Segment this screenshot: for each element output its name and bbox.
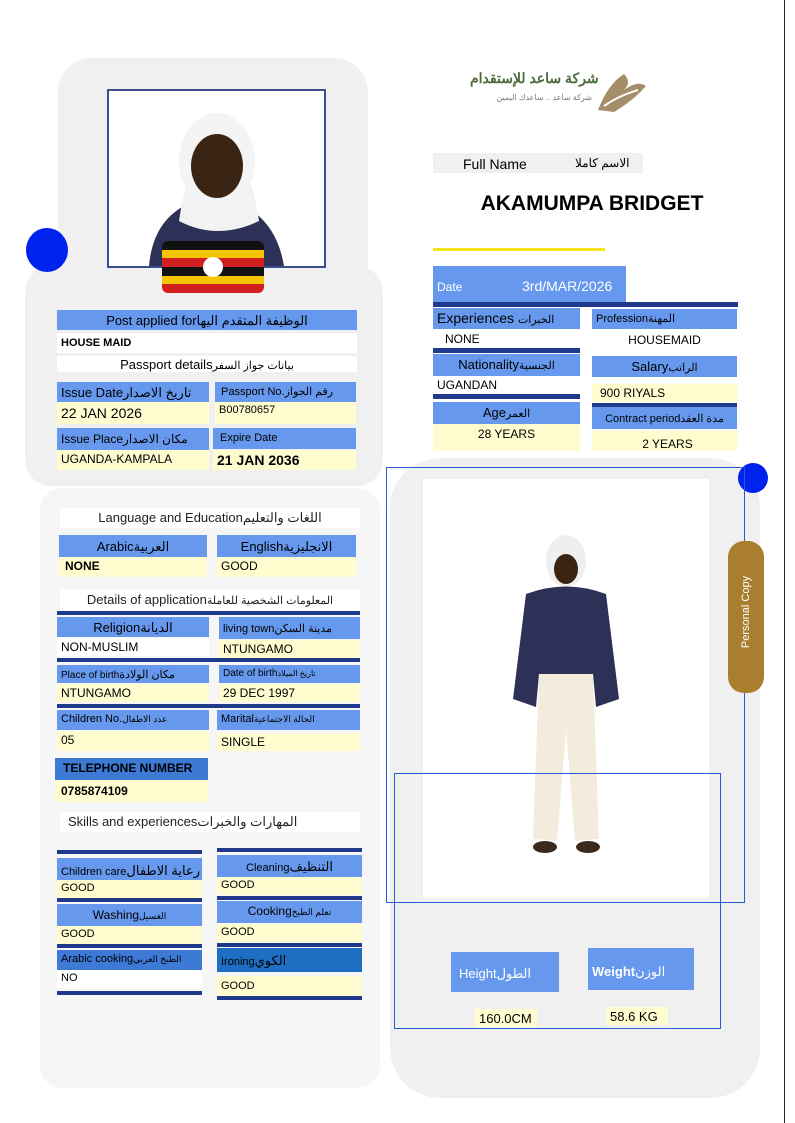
english-value: GOOD <box>217 557 356 577</box>
passport-no-value: B00780657 <box>215 402 356 424</box>
full-name-label-en: Full Name <box>463 156 527 172</box>
post-value: HOUSE MAID <box>57 333 357 353</box>
ironing-value: GOOD <box>217 976 362 996</box>
experiences-divider <box>433 348 580 353</box>
issue-place-label: Issue Placeمكان الاصدار <box>57 428 209 450</box>
language-title: Language and Educationاللغات والتعليم <box>60 508 360 528</box>
skills-divider-3b <box>217 943 362 947</box>
date-label: Date <box>433 266 518 302</box>
personal-copy-tab <box>728 541 764 693</box>
children-care-value: GOOD <box>57 880 202 898</box>
full-name-label-ar: الاسم كاملا <box>575 156 630 170</box>
religion-value: NON-MUSLIM <box>57 638 209 656</box>
telephone-value: 0785874109 <box>55 780 208 802</box>
arabic-cooking-value: NO <box>57 970 202 988</box>
date-value: 3rd/MAR/2026 <box>518 266 626 302</box>
english-label: Englishالانجليزية <box>217 535 356 557</box>
weight-value: 58.6 KG <box>606 1007 668 1025</box>
experiences-label: Experiences الخبرات <box>433 308 580 329</box>
passport-no-label: Passport No.رقم الجواز <box>215 382 356 402</box>
expire-date-label: Expire Date <box>213 428 356 449</box>
washing-label: Washingالغسيل <box>57 904 202 926</box>
birth-divider <box>57 658 360 662</box>
religion-label: Religionالديانة <box>57 617 209 637</box>
ironing-label: Ironingالكوي <box>217 948 362 972</box>
skills-divider-2 <box>57 898 202 902</box>
issue-date-label: Issue Dateتاريخ الاصدار <box>57 382 209 402</box>
nationality-label: Nationalityالجنسية <box>433 354 580 376</box>
height-value: 160.0CM <box>475 1009 537 1027</box>
expire-date-value: 21 JAN 2036 <box>213 450 356 470</box>
children-divider <box>57 704 360 708</box>
salary-label: Salaryالراتب <box>592 356 737 377</box>
nationality-value: UGANDAN <box>433 376 580 394</box>
washing-value: GOOD <box>57 926 202 944</box>
uganda-flag <box>162 241 264 293</box>
arabic-cooking-label: Arabic cookingالطبخ العربي <box>57 950 202 970</box>
age-label: Ageالعمر <box>433 402 580 424</box>
skills-divider-1b <box>217 848 362 852</box>
telephone-label: TELEPHONE NUMBER <box>55 758 208 780</box>
age-value: 28 YEARS <box>433 424 580 451</box>
living-town-label: living townمدينة السكن <box>219 617 360 639</box>
place-of-birth-label: Place of birthمكان الولادة <box>57 665 209 683</box>
skills-divider-3 <box>57 944 202 948</box>
company-name: شركة ساعد للإستقدام <box>470 70 599 86</box>
cooking-label: Cookingتعلم الطبخ <box>217 901 362 923</box>
contract-value: 2 YEARS <box>592 431 737 451</box>
experiences-value: NONE <box>433 330 580 348</box>
date-of-birth-label: Date of birthتاريخ الميلاد <box>219 665 360 683</box>
cleaning-label: Cleaningالتنظيف <box>217 855 362 877</box>
children-label: Children No.عدد الاطفال <box>57 710 209 730</box>
post-label: Post applied forالوظيفة المتقدم اليها <box>57 310 357 330</box>
issue-date-value: 22 JAN 2026 <box>57 402 209 424</box>
right-edge-line <box>784 0 785 1123</box>
profession-label: Professionالمهنة <box>592 309 737 329</box>
marital-value: SINGLE <box>217 733 360 751</box>
blue-dot-left <box>26 228 68 272</box>
children-care-label: Children careرعاية الاطفال <box>57 858 202 880</box>
full-name-value: AKAMUMPA BRIDGET <box>480 192 704 215</box>
skills-divider-1 <box>57 850 202 854</box>
contract-label: Contract periodمدة العقد <box>592 407 737 429</box>
living-town-value: NTUNGAMO <box>219 640 360 658</box>
nationality-divider <box>433 394 580 399</box>
issue-place-value: UGANDA-KAMPALA <box>57 450 209 470</box>
place-of-birth-value: NTUNGAMO <box>57 684 209 702</box>
details-divider <box>57 611 360 615</box>
weight-label: Weightالوزن <box>588 948 694 990</box>
salary-value: 900 RIYALS <box>592 384 737 402</box>
skills-divider-2b <box>217 896 362 900</box>
marital-label: Maritalالحالة الاجتماعية <box>217 710 360 730</box>
company-logo-icon <box>594 66 652 118</box>
details-title: Details of applicationالمعلومات الشخصية للعاملة <box>60 590 360 610</box>
skills-title: Skills and experiencesالمهارات والخبرات <box>60 812 360 832</box>
profession-value: HOUSEMAID <box>592 331 737 349</box>
height-label: Heightالطول <box>451 952 559 992</box>
date-divider <box>433 302 738 307</box>
date-of-birth-value: 29 DEC 1997 <box>219 684 360 702</box>
personal-copy-label: Personal Copy <box>740 575 752 649</box>
company-tagline: شركة ساعد .. ساعدك اليمين <box>496 93 592 102</box>
arabic-label: Arabicالعربية <box>59 535 207 557</box>
skills-divider-4 <box>57 991 202 995</box>
name-underline <box>433 248 605 251</box>
children-value: 05 <box>57 731 209 751</box>
cleaning-value: GOOD <box>217 877 362 895</box>
arabic-value: NONE <box>59 557 207 577</box>
cooking-value: GOOD <box>217 924 362 942</box>
passport-details-label: Passport detailsبيانات جواز السفر <box>57 356 357 372</box>
skills-divider-4b <box>217 996 362 1000</box>
